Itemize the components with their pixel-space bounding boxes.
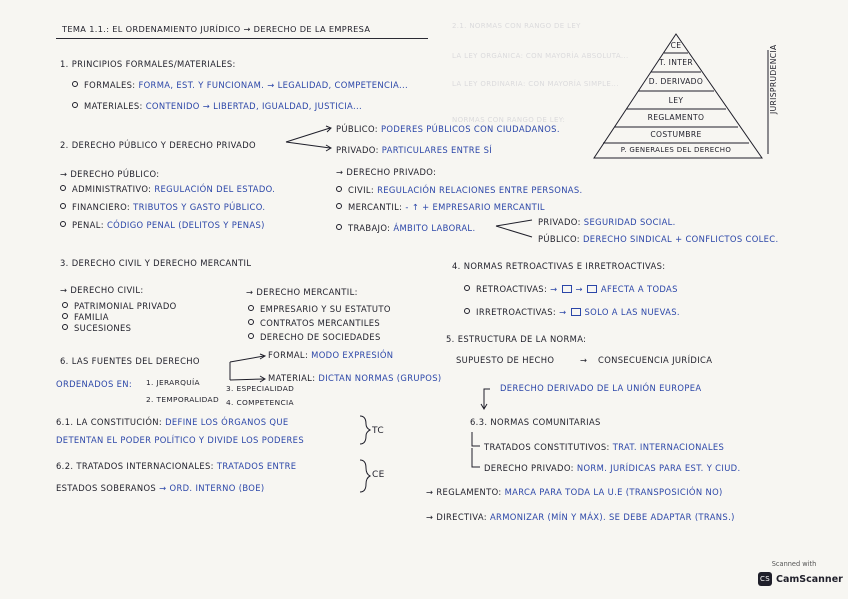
- pyramid-level: REGLAMENTO: [647, 113, 705, 122]
- pub-title: → DERECHO PÚBLICO:: [60, 169, 160, 179]
- pub-item: FINANCIERO: TRIBUTOS Y GASTO PÚBLICO.: [60, 203, 265, 211]
- trabajo-sub: PÚBLICO: DERECHO SINDICAL + CONFLICTOS COLEC.: [538, 234, 779, 244]
- s62-tag: CE: [372, 470, 385, 480]
- pyramid-level: LEY: [668, 96, 684, 105]
- jurisprudencia-label: JURISPRUDENCIA: [769, 44, 778, 114]
- s5-consecuencia: CONSECUENCIA JURÍDICA: [598, 355, 713, 365]
- merc-item: EMPRESARIO Y SU ESTATUTO: [248, 305, 391, 313]
- pyramid-level: D. DERIVADO: [648, 77, 704, 86]
- page: 2.1. NORMAS CON RANGO DE LEY LA LEY ORGÁNICA: CON MAYORÍA ABSOLUTA... LA LEY ORDINARIA: CON MAYORÍA SIMPLE... NORMAS CON RANGO DE LEY: TEMA 1.1.: EL ORDENAMIENTO JURÍDICO → DERECHO DE LA EMPRESA 1. PRINCIPIOS FORMALES/MATERIALES: FORMALES: FORMA, EST. Y FUNCIONAM. → LEGALIDAD, COMPETENCIA... MATERIALES: CONTENIDO → LIBERTAD, IGUALDAD, JUSTICIA... 2. DERECHO PÚBLICO Y DERECHO PRIVADO PÚBLICO: PODERES PÚBLICOS CON CIUDADANOS. PRIVADO: PARTICULARES ENTRE SÍ → DERECHO PÚBLICO: ADMINISTRATIVO: REGULACIÓN DEL ESTADO. FINANCIERO: TRIBUTOS Y GASTO PÚBLICO. PENAL: CÓDIGO PENAL (DELITOS Y PENAS) → DERECHO PRIVADO: CIVIL: REGULACIÓN RELACIONES ENTRE PERSONAS. MERCANTIL: - ↑ + EMPRESARIO MERCANTIL TRABAJO: ÁMBITO LABORAL. PRIVADO: SEGURIDAD SOCIAL. PÚBLICO: DERECHO SINDICAL + CONFLICTOS COLEC. 3. DERECHO CIVIL Y DERECHO MERCANTIL → DERECHO CIVIL: PATRIMONIAL PRIVADO FAMILIA SUCESIONES → DERECHO MERCANTIL: EMPRESARIO Y SU ESTATUTO CONTRATOS MERCANTILES DERECHO DE SOCIEDADES 4. NORMAS RETROACTIVAS E IRRETROACTIVAS: RETROACTIVAS: → → AFECTA A TODAS IRRETROACTIVAS: → SOLO A LAS NUEVAS. 5. ESTRUCTURA DE LA NORMA: SUPUESTO DE HECHO → CONSECUENCIA JURÍDICA 6. LAS FUENTES DEL DERECHO FORMAL: MODO EXPRESIÓN MATERIAL: DICTAN NORMAS (GRUPOS) ORDENADOS EN: 1. JERARQUÍA 2. TEMPORALIDAD 3. ESPECIALIDAD 4. COMPETENCIA 6.1. LA CONSTITUCIÓN: DEFINE LOS ÓRGANOS QUE DETENTAN EL PODER POLÍTICO Y DIVIDE LOS PODERES TC 6.2. TRATADOS INTERNACIONALES: TRATADOS ENTRE ESTADOS SOBERANOS → ORD. INTERNO (BOE) CE DERECHO DERIVADO DE LA UNIÓN EUROPEA 6.3. NORMAS COMUNITARIAS TRATADOS CONSTITUTIVOS: TRAT. INTERNACIONALES DERECHO PRIVADO: NORM. JURÍDICAS PARA EST. Y CIUD. → REGLAMENTO: MARCA PARA TODA LA U.E (TRANSPOSICIÓN NO) → DIRECTIVA: ARMONIZAR (MÍN Y MÁX). SE DEBE ADAPTAR (TRANS.) CE T. INTER D. DERIVADO LEY REGLAMENTO COSTUMBRE P. GENERALES DEL DERECHO JURISPRUDENCIA Scanned with CS CamScanner: [0, 0, 848, 599]
- s4-retro: RETROACTIVAS: → → AFECTA A TODAS: [464, 285, 678, 293]
- trabajo-sub: PRIVADO: SEGURIDAD SOCIAL.: [538, 217, 676, 227]
- orden-item: 4. COMPETENCIA: [226, 398, 294, 407]
- merc-title: → DERECHO MERCANTIL:: [246, 287, 358, 297]
- merc-item: CONTRATOS MERCANTILES: [248, 319, 380, 327]
- s2-heading: 2. DERECHO PÚBLICO Y DERECHO PRIVADO: [60, 140, 256, 150]
- civil-title: → DERECHO CIVIL:: [60, 285, 144, 295]
- camscanner-badge: [752, 556, 843, 592]
- s63-privado: DERECHO PRIVADO: NORM. JURÍDICAS PARA EST. Y CIUD.: [484, 463, 741, 473]
- camscanner-brand: CamScanner: [776, 574, 843, 585]
- pyramid-level: T. INTER: [659, 58, 693, 67]
- branch-line: [496, 226, 532, 237]
- derivado-arrow: [481, 389, 490, 409]
- s4-irretro: IRRETROACTIVAS: → SOLO A LAS NUEVAS.: [464, 308, 680, 316]
- scanned-with-text: Scanned with: [771, 560, 817, 568]
- s1-materiales: MATERIALES: CONTENIDO → LIBERTAD, IGUALDAD, JUSTICIA...: [72, 102, 362, 110]
- pub-item: PENAL: CÓDIGO PENAL (DELITOS Y PENAS): [60, 221, 265, 229]
- s1-heading: 1. PRINCIPIOS FORMALES/MATERIALES:: [60, 59, 236, 69]
- orden-item: 3. ESPECIALIDAD: [226, 384, 295, 393]
- civil-item: SUCESIONES: [62, 324, 131, 332]
- branch-line: [496, 220, 532, 226]
- s61-line2: DETENTAN EL PODER POLÍTICO Y DIVIDE LOS PODERES: [56, 435, 304, 445]
- s2-publico-def: PÚBLICO: PODERES PÚBLICOS CON CIUDADANOS.: [336, 124, 560, 134]
- orden-item: 2. TEMPORALIDAD: [146, 395, 219, 404]
- ordenados-label: ORDENADOS EN:: [56, 379, 133, 389]
- page-title: TEMA 1.1.: EL ORDENAMIENTO JURÍDICO → DERECHO DE LA EMPRESA: [62, 24, 371, 34]
- fuentes-branch: [230, 356, 264, 380]
- s3-heading: 3. DERECHO CIVIL Y DERECHO MERCANTIL: [60, 258, 252, 268]
- s6-material: MATERIAL: DICTAN NORMAS (GRUPOS): [268, 373, 442, 383]
- camscanner-logo-icon: CS: [758, 572, 772, 586]
- s61-line1: 6.1. LA CONSTITUCIÓN: DEFINE LOS ÓRGANOS QUE: [56, 417, 289, 427]
- pyramid-level: COSTUMBRE: [650, 130, 702, 139]
- s61-tag: TC: [372, 426, 384, 436]
- s5-arrow-icon: →: [580, 355, 588, 365]
- s5-heading: 5. ESTRUCTURA DE LA NORMA:: [446, 334, 587, 344]
- s4-heading: 4. NORMAS RETROACTIVAS E IRRETROACTIVAS:: [452, 261, 666, 271]
- s63-tratados: TRATADOS CONSTITUTIVOS: TRAT. INTERNACIONALES: [484, 442, 725, 452]
- pyramid-level: CE: [670, 41, 682, 50]
- s6-heading: 6. LAS FUENTES DEL DERECHO: [60, 356, 200, 366]
- brace-6-2: [360, 460, 370, 492]
- civil-item: PATRIMONIAL PRIVADO: [62, 302, 177, 310]
- branch-line: [286, 142, 330, 148]
- s63-heading: 6.3. NORMAS COMUNITARIAS: [470, 417, 601, 427]
- branch-line: [286, 128, 330, 142]
- priv-title: → DERECHO PRIVADO:: [336, 167, 437, 177]
- s63-directiva: → DIRECTIVA: ARMONIZAR (MÍN Y MÁX). SE DEBE ADAPTAR (TRANS.): [426, 512, 735, 522]
- pyramid-level: P. GENERALES DEL DERECHO: [620, 146, 732, 154]
- s1-formales: FORMALES: FORMA, EST. Y FUNCIONAM. → LEGALIDAD, COMPETENCIA...: [72, 81, 408, 89]
- priv-item: TRABAJO: ÁMBITO LABORAL.: [336, 224, 475, 232]
- civil-item: FAMILIA: [62, 313, 109, 321]
- pub-item: ADMINISTRATIVO: REGULACIÓN DEL ESTADO.: [60, 185, 275, 193]
- priv-item: MERCANTIL: - ↑ + EMPRESARIO MERCANTIL: [336, 203, 545, 211]
- s63-reglamento: → REGLAMENTO: MARCA PARA TODA LA U.E (TRANSPOSICIÓN NO): [426, 487, 723, 497]
- orden-item: 1. JERARQUÍA: [146, 378, 200, 387]
- s63-derivado: DERECHO DERIVADO DE LA UNIÓN EUROPEA: [500, 383, 702, 393]
- brace-6-1: [360, 416, 370, 444]
- s6-formal: FORMAL: MODO EXPRESIÓN: [268, 350, 394, 360]
- s2-privado-def: PRIVADO: PARTICULARES ENTRE SÍ: [336, 145, 493, 155]
- merc-item: DERECHO DE SOCIEDADES: [248, 333, 381, 341]
- elbow-line: [472, 432, 480, 446]
- priv-item: CIVIL: REGULACIÓN RELACIONES ENTRE PERSONAS.: [336, 186, 583, 194]
- s62-line2: ESTADOS SOBERANOS → ORD. INTERNO (BOE): [56, 483, 265, 493]
- elbow-line: [472, 448, 480, 467]
- s62-line1: 6.2. TRATADOS INTERNACIONALES: TRATADOS ENTRE: [56, 461, 297, 471]
- s5-supuesto: SUPUESTO DE HECHO: [456, 355, 555, 365]
